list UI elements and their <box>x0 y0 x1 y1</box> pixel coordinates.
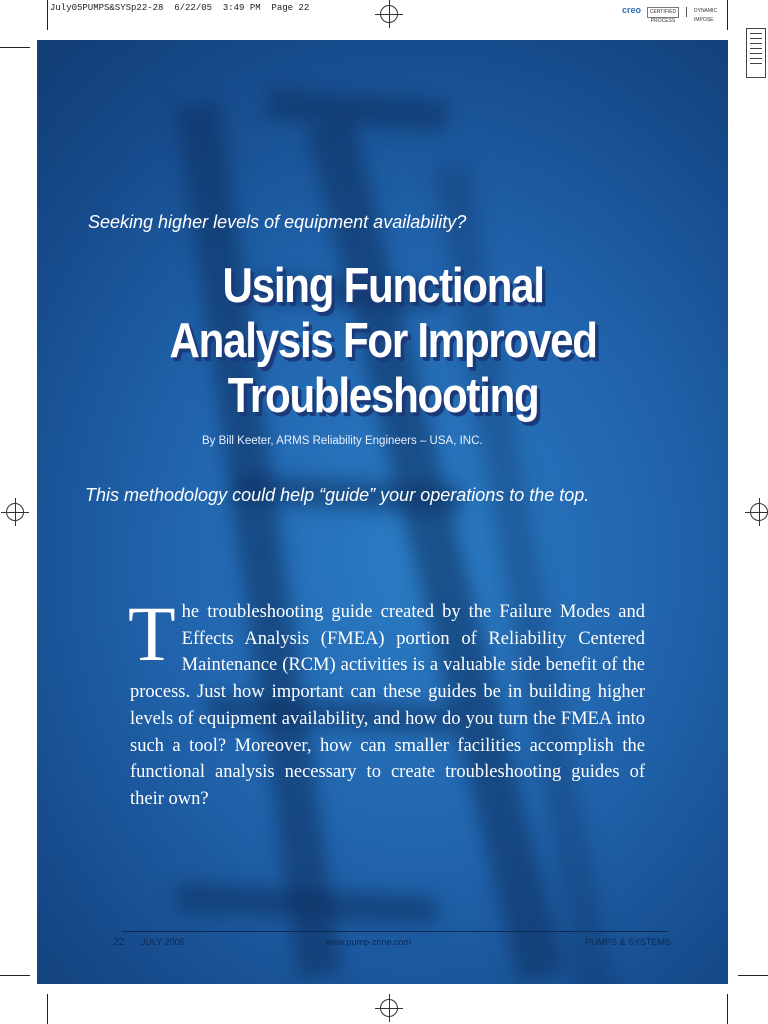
headline-line: Troubleshooting <box>227 369 539 423</box>
headline <box>86 259 680 424</box>
registration-mark-top <box>380 5 398 23</box>
badge-separator <box>686 7 687 17</box>
registration-mark-left <box>6 503 24 521</box>
document-icon <box>746 28 766 78</box>
crop-mark-top-left-v <box>47 0 48 30</box>
registration-mark-bottom <box>380 999 398 1017</box>
article-body <box>128 590 645 813</box>
drop-cap: T <box>128 590 176 677</box>
website-url: www.pump-zone.com <box>325 937 412 947</box>
crop-mark-top-right-v <box>727 0 728 30</box>
magazine-page <box>37 40 728 984</box>
dynamic-impose-badge: DYNAMIC IMPOSE <box>694 8 718 23</box>
issue-date: JULY 2005 <box>141 937 185 947</box>
headline-line: Using Functional <box>222 259 544 313</box>
kicker: Seeking higher levels of equipment availability? <box>88 212 467 232</box>
deck: This methodology could help “guide” your operations to the top. <box>85 485 590 505</box>
ladder-background-image <box>37 40 728 984</box>
footer-rule <box>122 931 667 932</box>
certified-process-badge: CERTIFIED PROCESS <box>647 7 679 18</box>
registration-mark-right <box>750 503 768 521</box>
headline-line: Analysis For Improved <box>169 314 597 368</box>
body-text: he troubleshooting guide created by the Failure Modes and Effects Analysis (FMEA) portion of Reliability Centered Maintenance (RCM) activities is a valuable side benefit of the process. Just how important can these guides be in building higher levels of equipment availability, and how do you turn the FMEA into such a tool? Moreover, how can smaller facilities accomplish the functional analysis necessary to create troubleshooting guides of their own? <box>130 602 645 809</box>
page-number: 22 <box>113 937 125 948</box>
crop-mark-bottom-right-h <box>738 975 768 976</box>
crop-mark-bottom-left-h <box>0 975 30 976</box>
magazine-name: PUMPS & SYSTEMS <box>585 937 672 947</box>
crop-mark-top-left-h <box>0 47 30 48</box>
print-slug: July05PUMPS&SYSp22-28 6/22/05 3:49 PM Page 22 <box>50 3 310 13</box>
byline: By Bill Keeter, ARMS Reliability Engineers – USA, INC. <box>202 435 483 447</box>
creo-logo: creo <box>622 5 642 15</box>
crop-mark-bottom-right-v <box>727 994 728 1024</box>
crop-mark-bottom-left-v <box>47 994 48 1024</box>
